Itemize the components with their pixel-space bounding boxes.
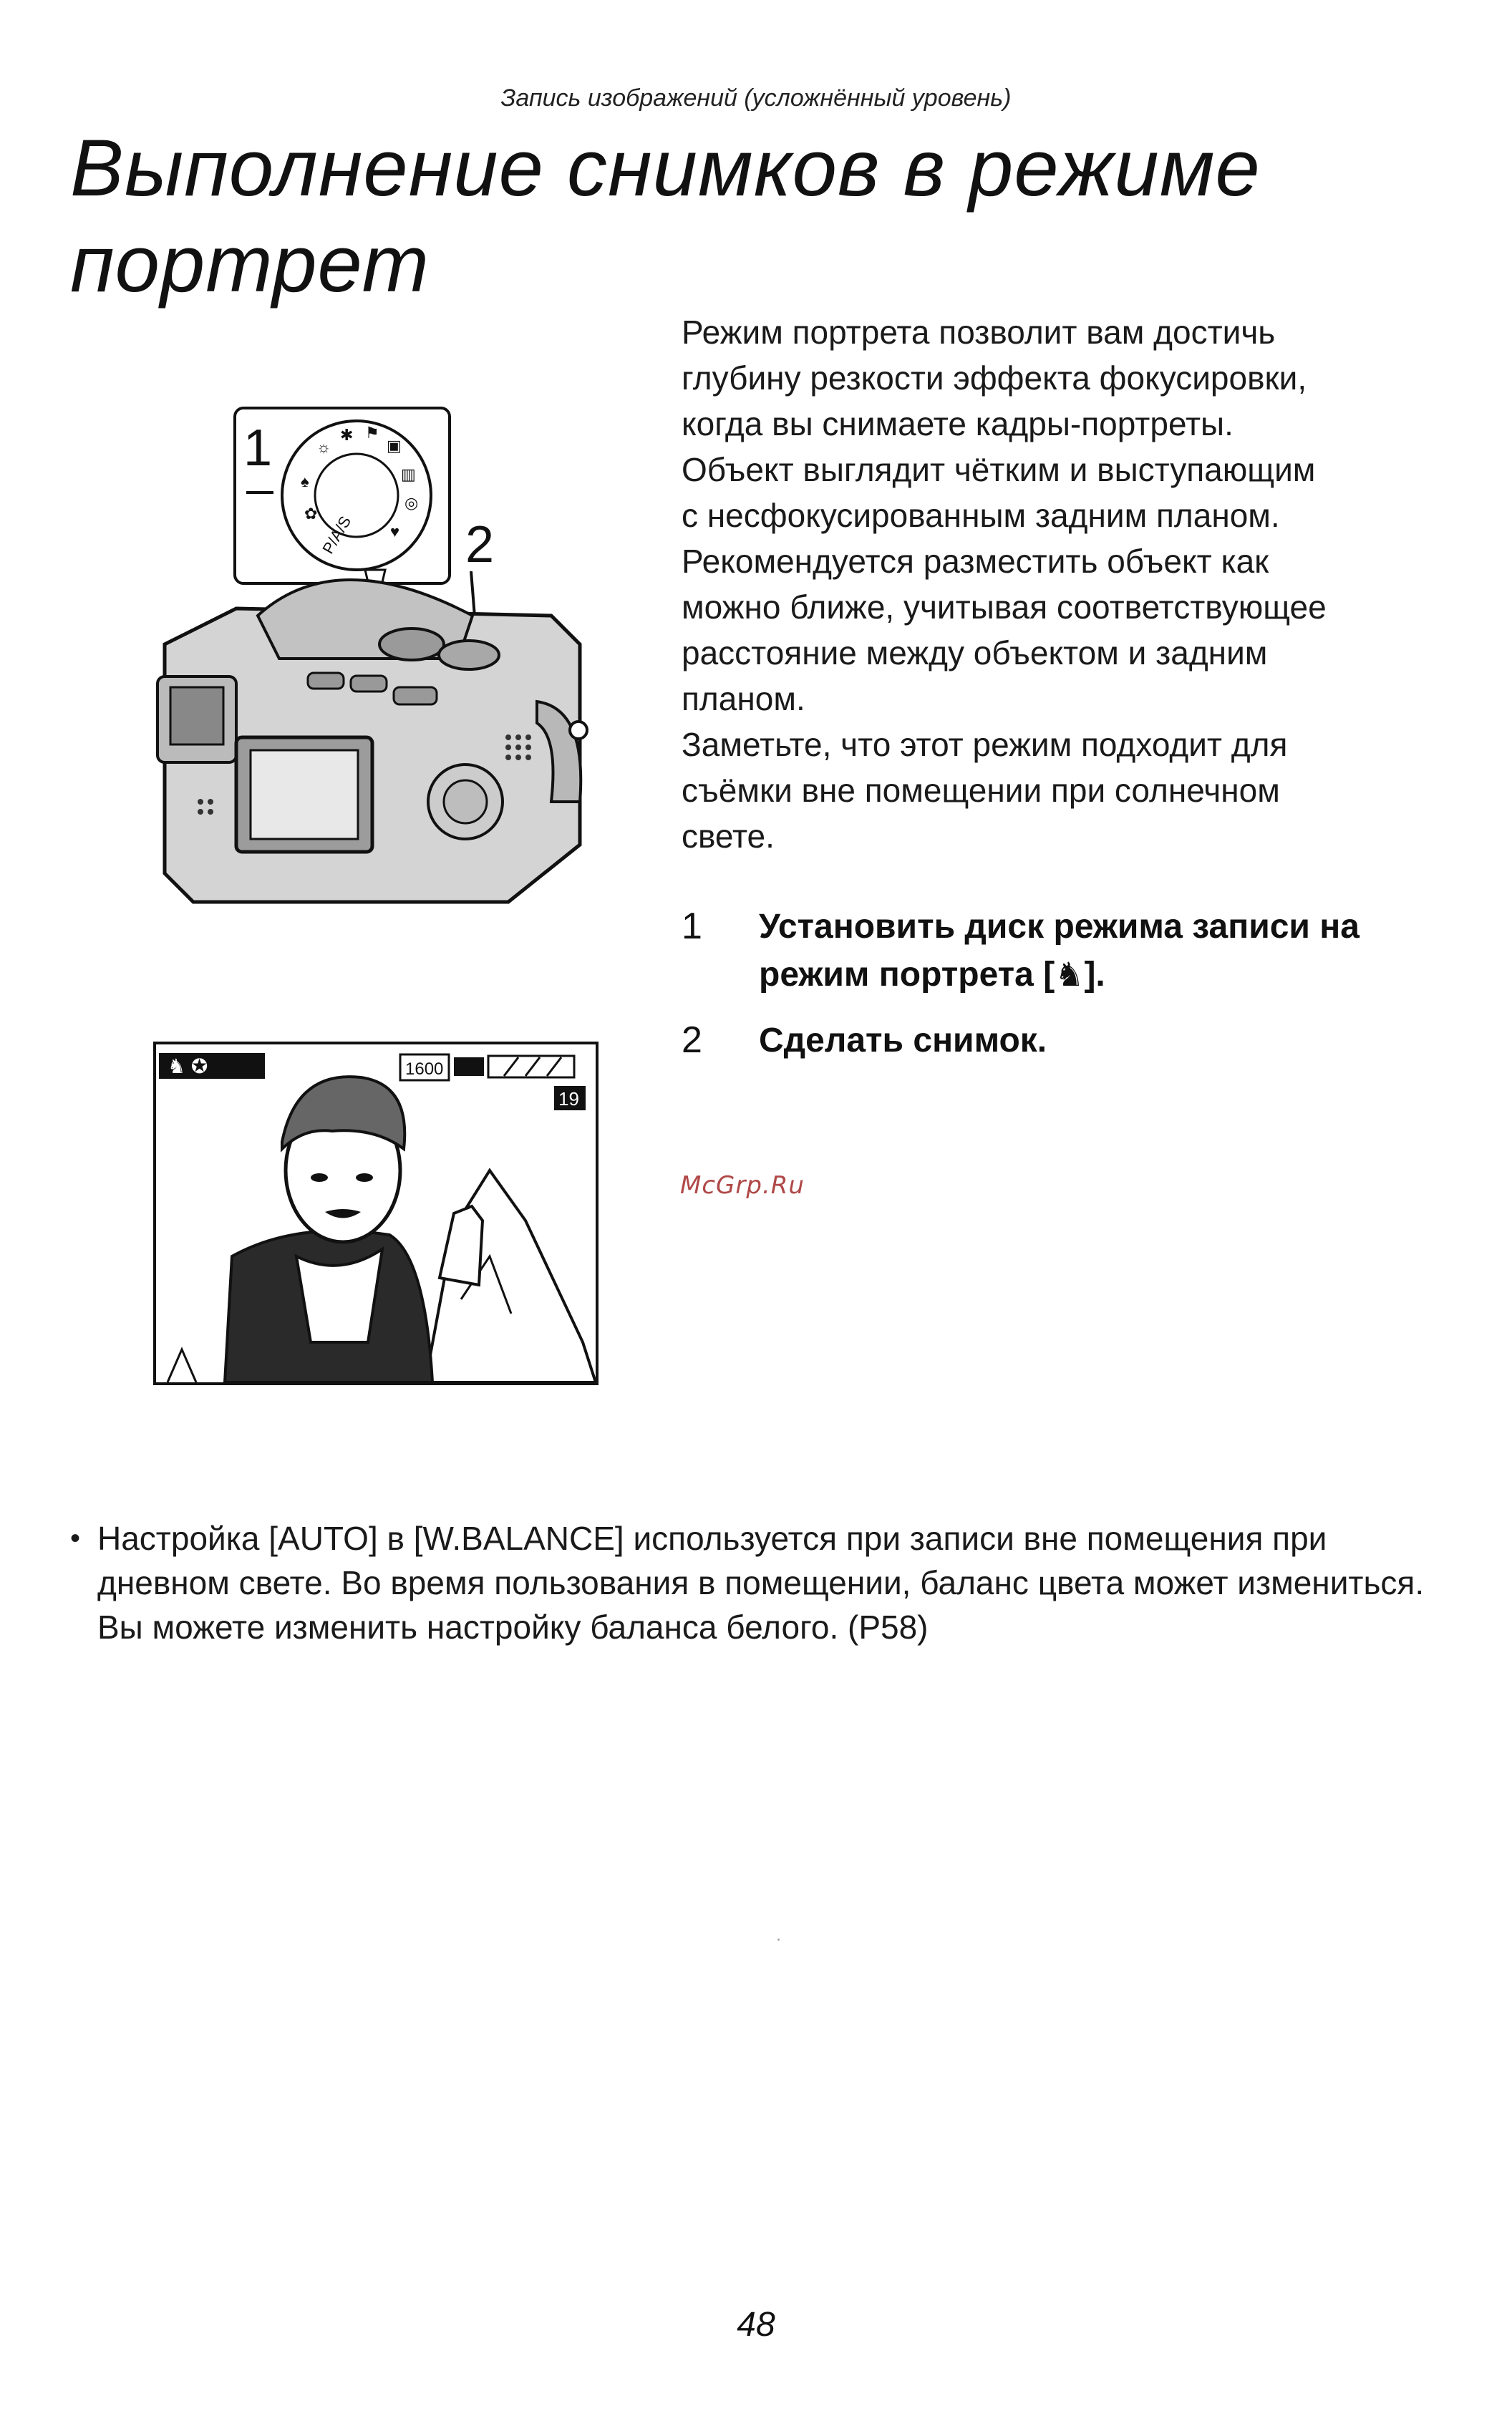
svg-text:✱: ✱ <box>340 426 354 444</box>
camera-illustration <box>150 401 609 945</box>
svg-text:♥: ♥ <box>390 523 400 540</box>
intro-line: свете. <box>682 818 775 855</box>
frames-left: 19 <box>558 1088 579 1110</box>
intro-line: Режим портрета позволит вам достичь <box>682 314 1276 351</box>
watermark: McGrp.Ru <box>680 1171 805 1200</box>
svg-text:☼: ☼ <box>316 438 331 456</box>
svg-text:◎: ◎ <box>404 494 419 512</box>
svg-text:✿: ✿ <box>304 505 318 523</box>
step-text-before: Установить диск режима записи на режим портрета [ <box>759 908 1360 994</box>
stray-dot <box>777 1939 780 1941</box>
step-text: Сделать снимок. <box>759 1022 1047 1059</box>
lcd-preview-illustration <box>153 1042 598 1385</box>
step-text-after: ]. <box>1084 956 1105 994</box>
step-1 <box>682 903 1469 999</box>
intro-line: глубину резкости эффекта фокусировки, <box>682 359 1307 397</box>
portrait-mode-icon: ♞ ✪ <box>168 1055 208 1077</box>
page-title <box>70 120 1430 312</box>
svg-text:⚑: ⚑ <box>365 424 379 442</box>
intro-line: с несфокусированным задним планом. <box>682 497 1280 534</box>
step-text <box>759 903 1460 999</box>
step-number: 1 <box>682 906 702 947</box>
iso-value: 1600 <box>405 1059 444 1079</box>
note-block <box>70 1516 1445 1649</box>
svg-text:▣: ▣ <box>387 437 402 455</box>
intro-text <box>682 309 1455 859</box>
dial-pas-label: P/A/S <box>319 513 355 557</box>
intro-line: планом. <box>682 680 805 717</box>
intro-line: Объект выглядит чётким и выступающим <box>682 451 1316 488</box>
page-title-line1: Выполнение снимков в режиме <box>70 123 1261 213</box>
intro-line: Рекомендуется разместить объект как <box>682 543 1269 580</box>
step-2 <box>682 1017 1469 1064</box>
note-text: Настройка [AUTO] в [W.BALANCE] используется при записи вне помещения при дневном свете. Во время пользования в помещении, баланс цвета может измениться. Вы можете изменить настройку баланса белого. (P58) <box>97 1520 1425 1646</box>
svg-text:▥: ▥ <box>401 465 416 483</box>
callout-2-label: 2 <box>465 516 495 573</box>
page-title-line2: портрет <box>70 219 430 309</box>
svg-text:♠: ♠ <box>301 472 309 490</box>
intro-line: Заметьте, что этот режим подходит для <box>682 726 1288 763</box>
page-number: 48 <box>737 2306 775 2344</box>
portrait-mode-icon: ♞ <box>1055 956 1085 993</box>
intro-line: можно ближе, учитывая соответствующее <box>682 588 1327 626</box>
intro-line: когда вы снимаете кадры-портреты. <box>682 405 1234 442</box>
intro-line: съёмки вне помещении при солнечном <box>682 772 1280 809</box>
steps-list <box>682 903 1469 1083</box>
section-header: Запись изображений (усложнённый уровень) <box>500 84 1012 112</box>
intro-line: расстояние между объектом и задним <box>682 634 1268 671</box>
step-number: 2 <box>682 1019 702 1061</box>
bullet: • <box>70 1523 81 1554</box>
callout-1-label: 1 <box>243 419 273 477</box>
